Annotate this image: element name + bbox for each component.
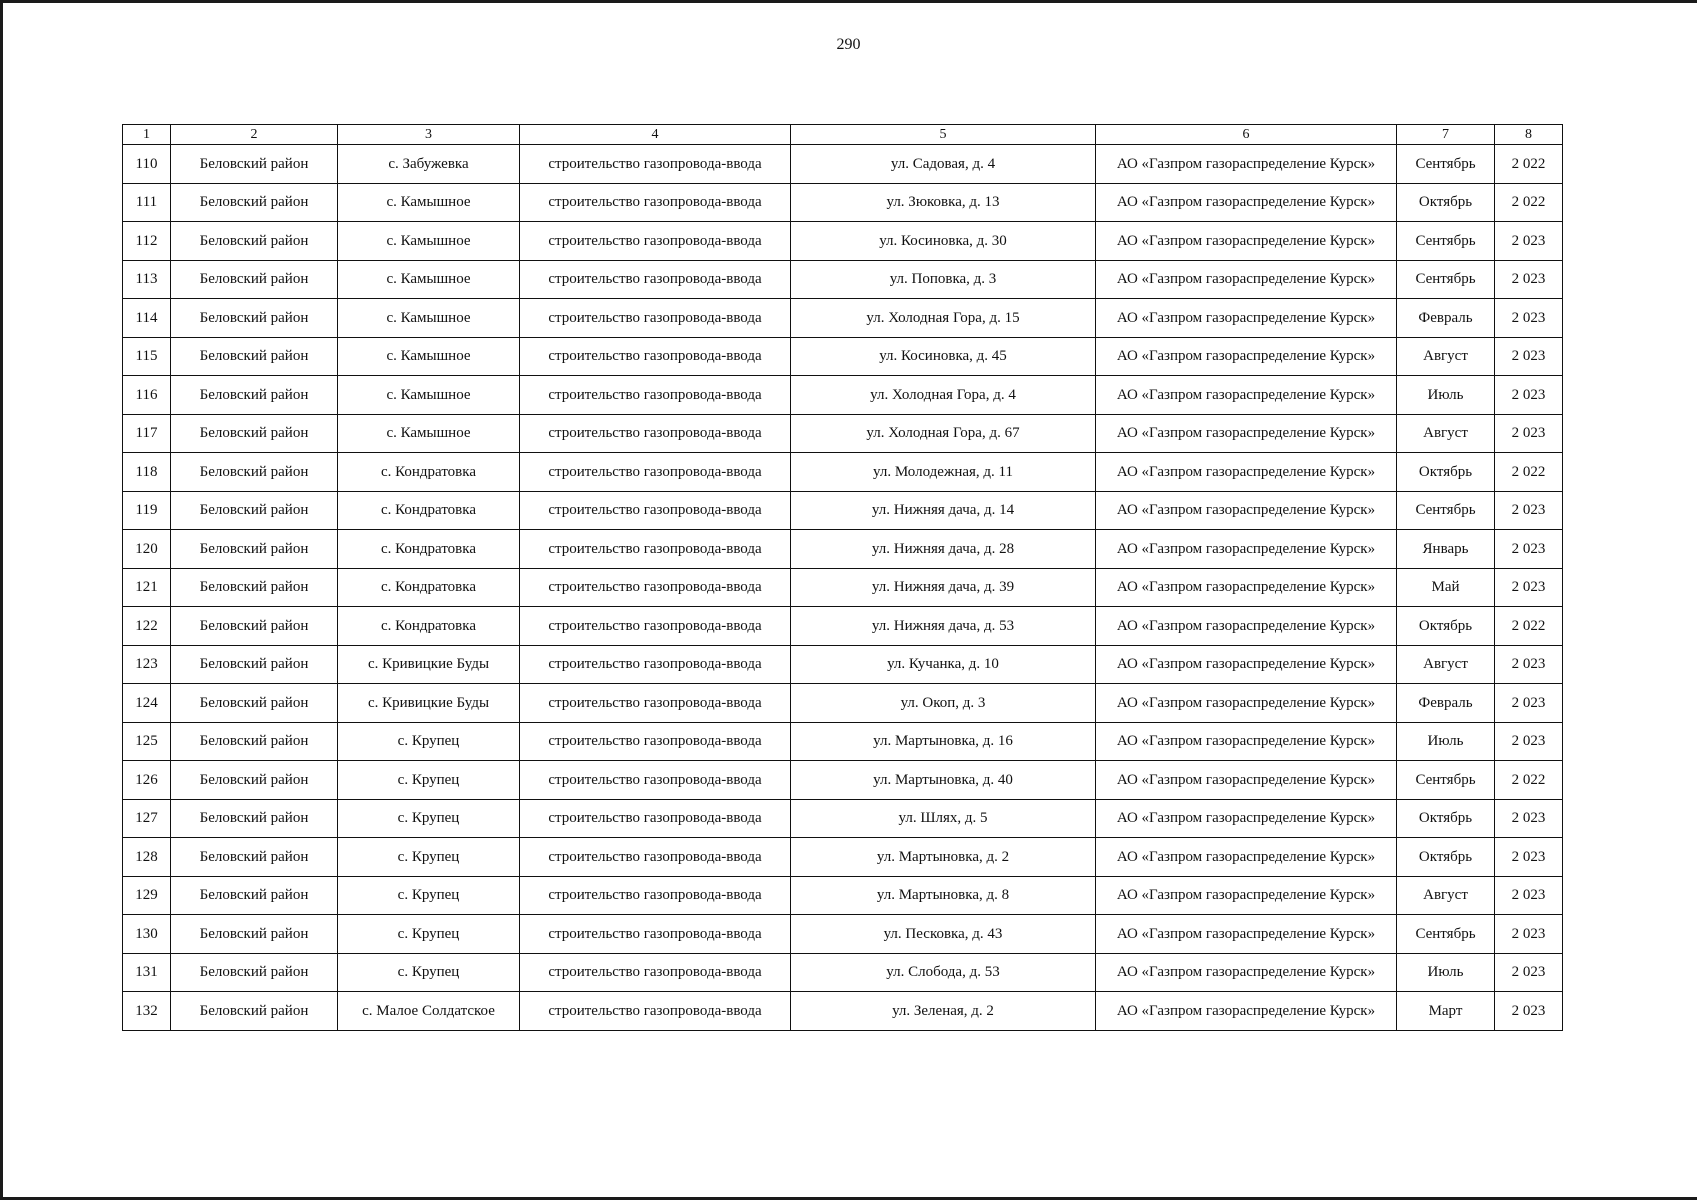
organization-cell: АО «Газпром газораспределение Курск» (1096, 838, 1397, 877)
district-cell: Беловский район (171, 530, 338, 569)
month-cell: Август (1397, 645, 1495, 684)
table-row (123, 376, 1563, 415)
district-cell: Беловский район (171, 568, 338, 607)
column-header: 1 (123, 125, 171, 145)
month-cell: Май (1397, 568, 1495, 607)
work-type-cell: строительство газопровода-ввода (520, 876, 791, 915)
work-type-cell: строительство газопровода-ввода (520, 183, 791, 222)
month-cell: Июль (1397, 376, 1495, 415)
table-row (123, 568, 1563, 607)
table-row (123, 953, 1563, 992)
address-cell: ул. Нижняя дача, д. 28 (791, 530, 1096, 569)
row-number-cell: 132 (123, 992, 171, 1031)
address-cell: ул. Косиновка, д. 30 (791, 222, 1096, 261)
work-type-cell: строительство газопровода-ввода (520, 376, 791, 415)
row-number-cell: 119 (123, 491, 171, 530)
settlement-cell: с. Кривицкие Буды (338, 684, 520, 723)
column-header: 5 (791, 125, 1096, 145)
month-cell: Октябрь (1397, 607, 1495, 646)
settlement-cell: с. Кондратовка (338, 568, 520, 607)
settlement-cell: с. Камышное (338, 337, 520, 376)
year-cell: 2 023 (1495, 953, 1563, 992)
address-cell: ул. Мартыновка, д. 40 (791, 761, 1096, 800)
month-cell: Август (1397, 337, 1495, 376)
scan-left-edge (0, 0, 3, 1200)
district-cell: Беловский район (171, 645, 338, 684)
district-cell: Беловский район (171, 337, 338, 376)
work-type-cell: строительство газопровода-ввода (520, 915, 791, 954)
address-cell: ул. Слобода, д. 53 (791, 953, 1096, 992)
year-cell: 2 023 (1495, 530, 1563, 569)
organization-cell: АО «Газпром газораспределение Курск» (1096, 645, 1397, 684)
district-cell: Беловский район (171, 183, 338, 222)
address-cell: ул. Окоп, д. 3 (791, 684, 1096, 723)
month-cell: Сентябрь (1397, 222, 1495, 261)
district-cell: Беловский район (171, 684, 338, 723)
row-number-cell: 120 (123, 530, 171, 569)
district-cell: Беловский район (171, 722, 338, 761)
settlement-cell: с. Крупец (338, 722, 520, 761)
work-type-cell: строительство газопровода-ввода (520, 453, 791, 492)
work-type-cell: строительство газопровода-ввода (520, 684, 791, 723)
settlement-cell: с. Кондратовка (338, 607, 520, 646)
organization-cell: АО «Газпром газораспределение Курск» (1096, 145, 1397, 184)
table-row (123, 414, 1563, 453)
work-type-cell: строительство газопровода-ввода (520, 607, 791, 646)
column-header: 6 (1096, 125, 1397, 145)
address-cell: ул. Мартыновка, д. 2 (791, 838, 1096, 877)
row-number-cell: 113 (123, 260, 171, 299)
work-type-cell: строительство газопровода-ввода (520, 414, 791, 453)
organization-cell: АО «Газпром газораспределение Курск» (1096, 414, 1397, 453)
work-type-cell: строительство газопровода-ввода (520, 145, 791, 184)
organization-cell: АО «Газпром газораспределение Курск» (1096, 761, 1397, 800)
table-row (123, 299, 1563, 338)
row-number-cell: 128 (123, 838, 171, 877)
column-header: 2 (171, 125, 338, 145)
data-table (122, 124, 1563, 1031)
district-cell: Беловский район (171, 761, 338, 800)
table-row (123, 183, 1563, 222)
district-cell: Беловский район (171, 607, 338, 646)
settlement-cell: с. Камышное (338, 376, 520, 415)
work-type-cell: строительство газопровода-ввода (520, 337, 791, 376)
row-number-cell: 115 (123, 337, 171, 376)
address-cell: ул. Холодная Гора, д. 15 (791, 299, 1096, 338)
organization-cell: АО «Газпром газораспределение Курск» (1096, 722, 1397, 761)
month-cell: Февраль (1397, 299, 1495, 338)
row-number-cell: 127 (123, 799, 171, 838)
district-cell: Беловский район (171, 992, 338, 1031)
row-number-cell: 114 (123, 299, 171, 338)
year-cell: 2 023 (1495, 876, 1563, 915)
organization-cell: АО «Газпром газораспределение Курск» (1096, 530, 1397, 569)
year-cell: 2 023 (1495, 222, 1563, 261)
address-cell: ул. Мартыновка, д. 8 (791, 876, 1096, 915)
year-cell: 2 022 (1495, 453, 1563, 492)
month-cell: Сентябрь (1397, 260, 1495, 299)
month-cell: Октябрь (1397, 453, 1495, 492)
row-number-cell: 126 (123, 761, 171, 800)
row-number-cell: 131 (123, 953, 171, 992)
month-cell: Сентябрь (1397, 491, 1495, 530)
organization-cell: АО «Газпром газораспределение Курск» (1096, 992, 1397, 1031)
table-row (123, 684, 1563, 723)
organization-cell: АО «Газпром газораспределение Курск» (1096, 260, 1397, 299)
organization-cell: АО «Газпром газораспределение Курск» (1096, 568, 1397, 607)
month-cell: Февраль (1397, 684, 1495, 723)
district-cell: Беловский район (171, 453, 338, 492)
table-row (123, 530, 1563, 569)
year-cell: 2 023 (1495, 684, 1563, 723)
settlement-cell: с. Камышное (338, 299, 520, 338)
row-number-cell: 123 (123, 645, 171, 684)
settlement-cell: с. Крупец (338, 799, 520, 838)
table-row (123, 222, 1563, 261)
district-cell: Беловский район (171, 414, 338, 453)
settlement-cell: с. Камышное (338, 183, 520, 222)
table-header-row (123, 125, 1563, 145)
year-cell: 2 023 (1495, 915, 1563, 954)
work-type-cell: строительство газопровода-ввода (520, 530, 791, 569)
settlement-cell: с. Камышное (338, 222, 520, 261)
work-type-cell: строительство газопровода-ввода (520, 568, 791, 607)
settlement-cell: с. Крупец (338, 915, 520, 954)
work-type-cell: строительство газопровода-ввода (520, 761, 791, 800)
year-cell: 2 023 (1495, 645, 1563, 684)
settlement-cell: с. Забужевка (338, 145, 520, 184)
table-body (123, 145, 1563, 1031)
table-row (123, 337, 1563, 376)
row-number-cell: 111 (123, 183, 171, 222)
row-number-cell: 125 (123, 722, 171, 761)
district-cell: Беловский район (171, 838, 338, 877)
month-cell: Июль (1397, 722, 1495, 761)
row-number-cell: 130 (123, 915, 171, 954)
organization-cell: АО «Газпром газораспределение Курск» (1096, 876, 1397, 915)
address-cell: ул. Мартыновка, д. 16 (791, 722, 1096, 761)
year-cell: 2 023 (1495, 491, 1563, 530)
district-cell: Беловский район (171, 799, 338, 838)
address-cell: ул. Нижняя дача, д. 14 (791, 491, 1096, 530)
settlement-cell: с. Крупец (338, 876, 520, 915)
organization-cell: АО «Газпром газораспределение Курск» (1096, 915, 1397, 954)
work-type-cell: строительство газопровода-ввода (520, 953, 791, 992)
table-row (123, 645, 1563, 684)
district-cell: Беловский район (171, 491, 338, 530)
address-cell: ул. Шлях, д. 5 (791, 799, 1096, 838)
year-cell: 2 022 (1495, 607, 1563, 646)
month-cell: Сентябрь (1397, 761, 1495, 800)
month-cell: Март (1397, 992, 1495, 1031)
address-cell: ул. Садовая, д. 4 (791, 145, 1096, 184)
work-type-cell: строительство газопровода-ввода (520, 838, 791, 877)
scan-top-edge (0, 0, 1697, 3)
organization-cell: АО «Газпром газораспределение Курск» (1096, 453, 1397, 492)
table-row (123, 992, 1563, 1031)
year-cell: 2 023 (1495, 299, 1563, 338)
month-cell: Сентябрь (1397, 145, 1495, 184)
column-header: 3 (338, 125, 520, 145)
settlement-cell: с. Кондратовка (338, 491, 520, 530)
work-type-cell: строительство газопровода-ввода (520, 992, 791, 1031)
settlement-cell: с. Камышное (338, 260, 520, 299)
row-number-cell: 129 (123, 876, 171, 915)
year-cell: 2 023 (1495, 376, 1563, 415)
address-cell: ул. Зеленая, д. 2 (791, 992, 1096, 1031)
table-row (123, 799, 1563, 838)
settlement-cell: с. Кривицкие Буды (338, 645, 520, 684)
row-number-cell: 122 (123, 607, 171, 646)
work-type-cell: строительство газопровода-ввода (520, 299, 791, 338)
year-cell: 2 023 (1495, 337, 1563, 376)
table-row (123, 607, 1563, 646)
address-cell: ул. Холодная Гора, д. 4 (791, 376, 1096, 415)
work-type-cell: строительство газопровода-ввода (520, 722, 791, 761)
organization-cell: АО «Газпром газораспределение Курск» (1096, 491, 1397, 530)
table-row (123, 491, 1563, 530)
year-cell: 2 023 (1495, 838, 1563, 877)
district-cell: Беловский район (171, 299, 338, 338)
table-row (123, 838, 1563, 877)
work-type-cell: строительство газопровода-ввода (520, 799, 791, 838)
address-cell: ул. Кучанка, д. 10 (791, 645, 1096, 684)
settlement-cell: с. Кондратовка (338, 530, 520, 569)
address-cell: ул. Песковка, д. 43 (791, 915, 1096, 954)
address-cell: ул. Косиновка, д. 45 (791, 337, 1096, 376)
address-cell: ул. Нижняя дача, д. 53 (791, 607, 1096, 646)
settlement-cell: с. Малое Солдатское (338, 992, 520, 1031)
address-cell: ул. Зюковка, д. 13 (791, 183, 1096, 222)
district-cell: Беловский район (171, 222, 338, 261)
year-cell: 2 022 (1495, 183, 1563, 222)
row-number-cell: 121 (123, 568, 171, 607)
work-type-cell: строительство газопровода-ввода (520, 260, 791, 299)
organization-cell: АО «Газпром газораспределение Курск» (1096, 376, 1397, 415)
month-cell: Июль (1397, 953, 1495, 992)
district-cell: Беловский район (171, 260, 338, 299)
address-cell: ул. Нижняя дача, д. 39 (791, 568, 1096, 607)
column-header: 7 (1397, 125, 1495, 145)
month-cell: Август (1397, 414, 1495, 453)
work-type-cell: строительство газопровода-ввода (520, 491, 791, 530)
row-number-cell: 124 (123, 684, 171, 723)
district-cell: Беловский район (171, 145, 338, 184)
district-cell: Беловский район (171, 915, 338, 954)
district-cell: Беловский район (171, 376, 338, 415)
row-number-cell: 117 (123, 414, 171, 453)
row-number-cell: 112 (123, 222, 171, 261)
organization-cell: АО «Газпром газораспределение Курск» (1096, 222, 1397, 261)
year-cell: 2 023 (1495, 568, 1563, 607)
month-cell: Январь (1397, 530, 1495, 569)
table-row (123, 453, 1563, 492)
work-type-cell: строительство газопровода-ввода (520, 645, 791, 684)
organization-cell: АО «Газпром газораспределение Курск» (1096, 299, 1397, 338)
month-cell: Сентябрь (1397, 915, 1495, 954)
settlement-cell: с. Крупец (338, 838, 520, 877)
settlement-cell: с. Крупец (338, 953, 520, 992)
table-row (123, 915, 1563, 954)
year-cell: 2 022 (1495, 145, 1563, 184)
month-cell: Октябрь (1397, 838, 1495, 877)
district-cell: Беловский район (171, 953, 338, 992)
month-cell: Октябрь (1397, 183, 1495, 222)
table-row (123, 876, 1563, 915)
year-cell: 2 023 (1495, 260, 1563, 299)
address-cell: ул. Поповка, д. 3 (791, 260, 1096, 299)
organization-cell: АО «Газпром газораспределение Курск» (1096, 607, 1397, 646)
organization-cell: АО «Газпром газораспределение Курск» (1096, 337, 1397, 376)
year-cell: 2 023 (1495, 414, 1563, 453)
row-number-cell: 116 (123, 376, 171, 415)
row-number-cell: 110 (123, 145, 171, 184)
row-number-cell: 118 (123, 453, 171, 492)
year-cell: 2 023 (1495, 992, 1563, 1031)
column-header: 4 (520, 125, 791, 145)
table-row (123, 761, 1563, 800)
year-cell: 2 023 (1495, 722, 1563, 761)
month-cell: Август (1397, 876, 1495, 915)
organization-cell: АО «Газпром газораспределение Курск» (1096, 684, 1397, 723)
organization-cell: АО «Газпром газораспределение Курск» (1096, 183, 1397, 222)
column-header: 8 (1495, 125, 1563, 145)
organization-cell: АО «Газпром газораспределение Курск» (1096, 953, 1397, 992)
year-cell: 2 022 (1495, 761, 1563, 800)
page-number: 290 (836, 36, 861, 53)
address-cell: ул. Молодежная, д. 11 (791, 453, 1096, 492)
table-row (123, 260, 1563, 299)
settlement-cell: с. Камышное (338, 414, 520, 453)
table-row (123, 145, 1563, 184)
month-cell: Октябрь (1397, 799, 1495, 838)
year-cell: 2 023 (1495, 799, 1563, 838)
settlement-cell: с. Крупец (338, 761, 520, 800)
settlement-cell: с. Кондратовка (338, 453, 520, 492)
table-row (123, 722, 1563, 761)
organization-cell: АО «Газпром газораспределение Курск» (1096, 799, 1397, 838)
district-cell: Беловский район (171, 876, 338, 915)
work-type-cell: строительство газопровода-ввода (520, 222, 791, 261)
address-cell: ул. Холодная Гора, д. 67 (791, 414, 1096, 453)
